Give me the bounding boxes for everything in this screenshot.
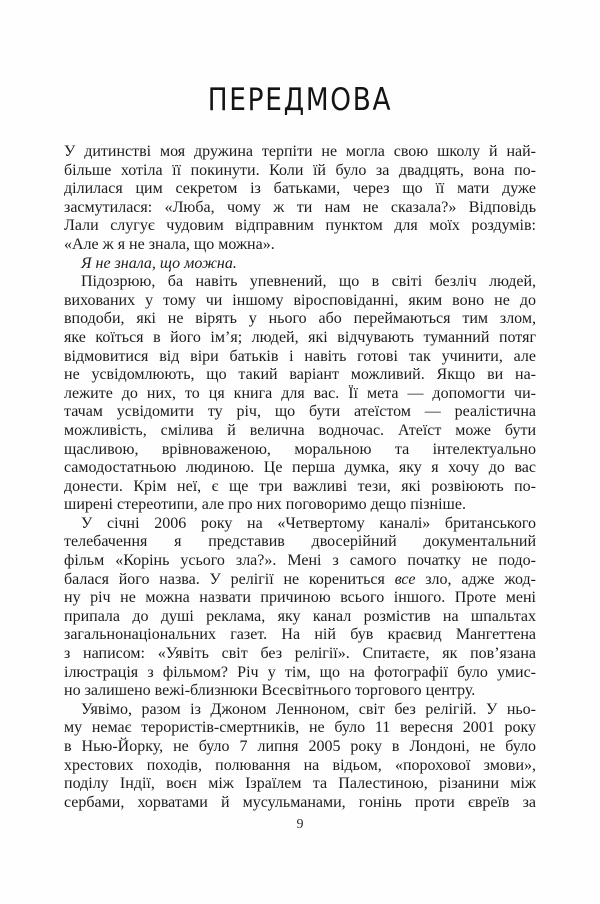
text-line [64,180,536,199]
text-segment: У січні 2006 року на «Четвертому каналі» британського [81,514,536,532]
text-segment: загальнонаціональних газет. На ній був краєвид Мангеттена [64,626,536,644]
text-segment: щасливою, врівноваженою, моральною та інтелектуально [64,440,536,458]
text-segment: Уявімо, разом із Джоном Ленноном, світ без релігій. У ньо- [81,700,536,718]
text-line [64,162,536,181]
text-segment: самодостатньою людиною. Це перша думка, яку я хочу до вас [64,459,536,477]
text-segment: Підозрюю, ба навіть упевнений, що в світі безліч людей, [81,273,536,291]
text-line [64,794,536,813]
text-line [64,459,536,478]
text-segment: вподоби, які не вірять у нього або переймаються тим злом, [64,310,536,328]
text-line [64,775,536,794]
text-segment: яке коїться в його ім’я; людей, які відчувають туманний потяг [64,328,536,346]
text-line [64,738,536,757]
text-segment: ілюстрація з фільмом? Річ у тім, що на фотографії було умис- [64,663,536,681]
text-segment: Лали слугує чудовим відправним пунктом для моїх роздумів: [64,217,536,235]
text-segment: но залишено вежі-близнюки Всесвітнього торгового центру. [64,682,476,700]
text-segment: У дитинстві моя дружина терпіти не могла свою школу й най- [64,143,536,160]
text-segment: відмовитися від віри батьків і навіть готові так учинити, але [64,347,536,365]
text-line [64,366,536,385]
text-segment: не усвідомлюють, що такий варіант можливий. Якщо ви на- [64,366,536,384]
text-segment: припала до душі реклама, яку канал розмістив на шпальтах [64,607,536,625]
text-line [64,403,536,422]
page-number: 9 [296,817,304,832]
text-line [64,719,536,738]
text-line [64,552,536,571]
text-segment: хрестових походів, полювання на відьом, «порохової змови», [64,756,536,774]
text-segment: балася його назва. У релігії не корениться [64,570,395,588]
text-segment: поділу Індії, воєн між Ізраїлем та Палестиною, різанини між [64,775,536,793]
text-line [64,515,536,534]
text-line [64,608,536,627]
text-line [64,496,536,515]
text-segment: з написом: «Уявіть світ без релігії». Спитаєте, як пов’язана [64,645,536,663]
text-line [64,385,536,404]
text-segment: в Нью-Йорку, не було 7 липня 2005 року в Лондоні, не було [64,738,536,755]
italic-text-segment: все [394,570,416,588]
text-segment: донести. Крім неї, є ще три важливі тези, які розвіюють по- [64,477,536,495]
text-line [64,441,536,460]
text-segment: лежите до них, то ця книга для вас. Її мета — допомогти чи- [64,384,536,402]
text-segment: сербами, хорватами й мусульманами, гонінь проти євреїв за [64,793,536,811]
text-segment: більше хотіла її покинути. Коли їй було за двадцять, вона по- [64,161,536,179]
text-line [64,533,536,552]
text-line [64,329,536,348]
text-line [64,217,536,236]
text-segment: ну річ не можна назвати причиною всього іншого. Проте мені [64,589,536,607]
text-line [64,645,536,664]
text-line [64,478,536,497]
text-line [64,236,536,255]
text-line [64,143,536,162]
text-line [64,757,536,776]
text-segment: телебачення я представив двосерійний документальний [64,533,536,551]
text-segment: вихованих у тому чи іншому віросповіданні, яким воно не до [64,291,536,309]
text-line [64,422,536,441]
text-line [64,571,536,590]
text-segment: ділилася цим секретом із батьками, через що її мати дуже [64,180,536,198]
text-segment: ширені стереотипи, але про них поговоримо дещо пізніше. [64,496,466,514]
text-line [64,664,536,683]
text-line [64,292,536,311]
text-segment: му немає терористів-смертників, не було 11 вересня 2001 року [64,719,536,737]
text-line [64,701,536,720]
text-segment: фільм «Корінь усього зла?». Мені з самого початку не подо- [64,552,536,570]
text-line [64,255,536,274]
text-segment: можливість, смілива й велична водночас. Атеїст може бути [64,421,536,439]
text-segment: зло, адже жод- [415,570,537,588]
chapter-title: ПЕРЕДМОВА [207,82,393,118]
text-segment: тачам усвідомити ту річ, що бути атеїстом — реалістична [64,403,536,421]
text-line [64,626,536,645]
text-block [64,143,536,812]
text-line [64,348,536,367]
text-line [64,310,536,329]
text-line [64,273,536,292]
text-segment: «Але ж я не знала, що можна». [64,235,275,253]
text-line [64,199,536,218]
text-segment: засмутилася: «Люба, чому ж ти нам не сказала?» Відповідь [64,198,536,216]
text-line [64,682,536,701]
text-line [64,589,536,608]
text-segment: Я не знала, що можна. [81,254,237,272]
